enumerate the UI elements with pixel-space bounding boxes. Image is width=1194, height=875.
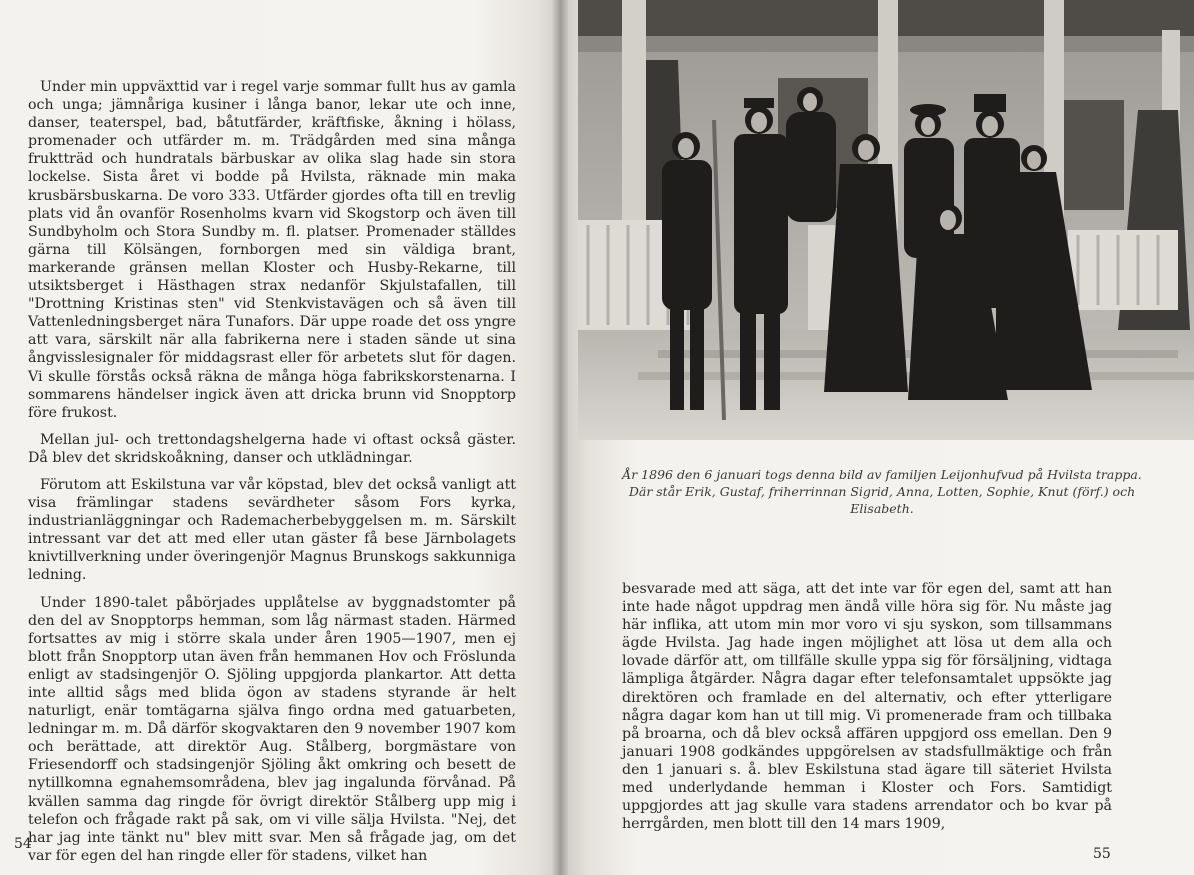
paragraph: Under min uppväxttid var i regel varje sommar fullt hus av gamla och unga; jämnåriga kusiner i långa banor, lekar ute och inne, danser, teaterspel, bad, båtutfärder, kräftfiske, åkning i hölass, promenader och utfärder m. m. Trädgården med sina många fruktträd och hundratals bärbuskar av olika slag hade sin stora lockelse. Sista året vi bodde på Hvilsta, räknade min maka krusbärsbuskarna. De voro 333. Utfärder gjordes ofta till en trevlig plats vid ån ovanför Rosenholms kvarn vid Skogstorp och även till Sundbyholm och Stora Sundby m. fl. platser. Promenader ställdes gärna till Kölsängen, fornborgen med sin väldiga brant, markerande gränsen mellan Kloster och Husby-Rekarne, till utsiktsberget i Hästhagen strax nedanför Skjulstafallen, till "Drottning Kristinas sten" vid Stenkvistavägen och så även till Vattenledningsberget nära Tunafors. Där uppe roade det oss yngre att vara, särskilt när alla fabrikerna nere i staden sände ut sina ångvisslesignaler för middagsrast eller för arbetets slut för dagen. Vi skulle förstås också räkna de många höga fabrikskorstenarna. I sommarens händelser ingick även att dricka brunn vid Snopptorp före frukost. bbox=[28, 79, 516, 421]
family-photograph-image bbox=[578, 0, 1194, 440]
right-page bbox=[560, 0, 1194, 875]
family-photograph bbox=[578, 0, 1194, 440]
book-gutter bbox=[552, 0, 568, 875]
photo-caption: År 1896 den 6 januari togs denna bild av familjen Leijonhufvud på Hvilsta trappa. Där står Erik, Gustaf, friherrinnan Sigrid, Anna, Lotten, Sophie, Knut (förf.) och Elisabeth. bbox=[622, 467, 1142, 516]
paragraph: Mellan jul- och trettondagshelgerna hade vi oftast också gäster. Då blev det skridskoåkning, danser och utklädningar. bbox=[28, 431, 516, 466]
page-number-left: 54 bbox=[14, 836, 32, 852]
left-page-text bbox=[28, 78, 516, 874]
paragraph: Under 1890-talet påbörjades upplåtelse av byggnadstomter på den del av Snopptorps hemman, som låg närmast staden. Härmed fortsattes av mig i större skala under åren 1905—1907, men ej blott från Snopptorp utan även från hemmanen Hov och Fröslunda enligt av stadsingenjör O. Sjöling uppgjorda plankartor. Att detta inte alltid sågs med blida ögon av stadens styrande är helt naturligt, enär tomtägarna själva fingo ordna med gatuarbeten, ledningar m. m. Då därför skogvaktaren den 9 november 1907 kom och berättade, att direktör Aug. Stålberg, borgmästare von Friesendorff och stadsingenjör Sjöling åkt omkring och besett de nytillkomna egnahemsområdena, blev jag ingalunda förvånad. På kvällen samma dag ringde för övrigt direktör Stålberg upp mig i telefon och frågade rakt på sak, om vi ville sälja Hvilsta. "Nej, det har jag inte tänkt nu" blev mitt svar. Men så frågade jag, om det var för egen del han ringde eller för stadens, vilket han bbox=[28, 594, 516, 864]
paragraph: Förutom att Eskilstuna var vår köpstad, blev det också vanligt att visa främlingar stadens sevärdheter såsom Fors kyrka, industrianläggningar och Rademacherbebyggelsen m. m. Särskilt intressant var det att med eller utan gäster få bese Järnbolagets knivtillverkning under överingenjör Magnus Brunskogs sakkunniga ledning. bbox=[28, 476, 516, 584]
page-number-right: 55 bbox=[1093, 846, 1111, 862]
left-page bbox=[0, 0, 560, 875]
right-page-text: besvarade med att säga, att det inte var för egen del, samt att han inte hade något uppdrag men ändå ville höra sig för. Nu måste jag här inflika, att utom min mor voro vi sju syskon, som tillsammans ägde Hvilsta. Jag hade ingen möjlighet att lösa ut dem alla och lovade därför att, om tillfälle skulle yppa sig för försäljning, vidtaga lämpliga åtgärder. Några dagar efter telefonsamtalet uppsökte jag direktören och framlade en del alternativ, och efter ytterligare några dagar kom han ut till mig. Vi promenerade fram och tillbaka på broarna, och då blev också affären uppgjord oss emellan. Den 9 januari 1908 godkändes uppgörelsen av stadsfullmäktige och från den 1 januari s. å. blev Eskilstuna stad ägare till säteriet Hvilsta med underlydande hemman i Kloster och Fors. Samtidigt uppgjordes att jag skulle vara stadens arrendator och bo kvar på herrgården, men blott till den 14 mars 1909, bbox=[622, 581, 1112, 833]
